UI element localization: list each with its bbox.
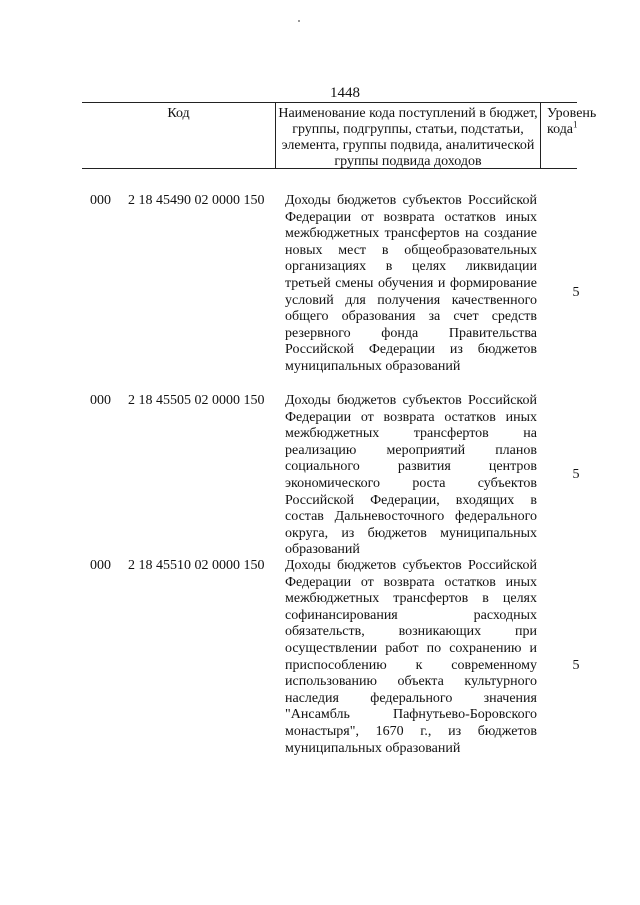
footnote-marker: 1 (573, 119, 578, 130)
row-code: 2 18 45505 02 0000 150 (128, 393, 265, 408)
header-code-label: Код (167, 106, 190, 121)
header-name-label: Наименование кода поступлений в бюджет, группы, подгруппы, статьи, подстатьи, элемента, группы подвида, аналитической группы подвида доходов (278, 106, 538, 169)
page-number: 1448 (330, 85, 360, 101)
row-code-prefix: 000 (90, 558, 111, 573)
row-code: 2 18 45490 02 0000 150 (128, 193, 265, 208)
header-name-cell (276, 102, 541, 169)
scan-speck (298, 20, 300, 22)
row-level: 5 (572, 658, 580, 673)
header-code-cell (82, 102, 276, 169)
header-level-cell (541, 102, 597, 169)
header-level-text: Уровень кода (547, 106, 597, 137)
row-name: Доходы бюджетов субъектов Российской Федерации от возврата остатков иных межбюджетных трансфертов в целях софинансирования расходных обязательств, возникающих при осуществлении работ по сохранению и приспособлению к современному использованию объекта культурного наследия федерального значения "Ансамбль Пафнутьево-Боровского монастыря", 1670 г., из бюджетов муниципальных образований (285, 558, 537, 756)
row-level: 5 (572, 285, 580, 300)
header-level-label (541, 103, 607, 138)
table-header (82, 102, 597, 171)
row-name: Доходы бюджетов субъектов Российской Федерации от возврата остатков иных межбюджетных трансфертов на создание новых мест в общеобразовательных организациях в целях ликвидации третьей смены обучения и формирование условий для получения качественного общего образования за счет средств резервного фонда Правительства Российской Федерации из бюджетов муниципальных образований (285, 193, 537, 374)
row-code-prefix: 000 (90, 393, 111, 408)
row-code: 2 18 45510 02 0000 150 (128, 558, 265, 573)
row-name: Доходы бюджетов субъектов Российской Федерации от возврата остатков иных межбюджетных трансфертов на реализацию мероприятий планов социального развития центров экономического роста субъектов Российской Федерации, входящих в состав Дальневосточного федерального округа, из бюджетов муниципальных образований (285, 393, 537, 558)
row-code-prefix: 000 (90, 193, 111, 208)
row-level: 5 (572, 467, 580, 482)
